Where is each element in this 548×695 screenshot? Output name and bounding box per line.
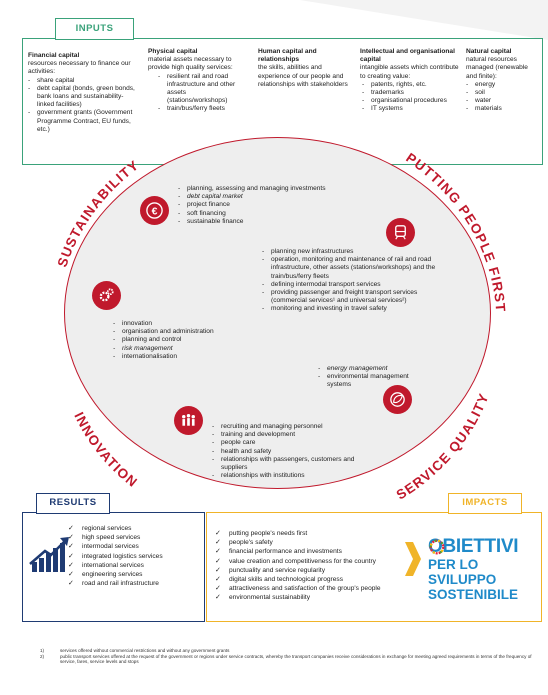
list-item: ✓ digital skills and technological progress — [215, 575, 411, 584]
list-item: - people care — [212, 439, 376, 447]
list-item: - government grants (Government Programme Contract, EU funds, etc.) — [28, 109, 136, 134]
column-title: Human capital and relationships — [258, 48, 317, 64]
list-item: - energy management — [318, 365, 428, 373]
finance-activities — [178, 185, 368, 226]
environment-activities — [318, 365, 428, 390]
innovation-activities — [113, 320, 263, 361]
list-item: - defining intermodal transport services — [262, 281, 440, 289]
list-item: - relationships with institutions — [212, 472, 376, 480]
list-item: - materials — [466, 105, 540, 113]
infrastructure-activities — [262, 248, 440, 314]
column-desc: intangible assets which contribute to creating value: — [360, 64, 459, 80]
sdg-logo — [428, 537, 540, 602]
footnote-2 — [40, 654, 540, 665]
column-desc: the skills, abilities and experience of our people and relationships with stakeholders — [258, 64, 348, 88]
impacts-list — [215, 529, 411, 603]
footnotes — [40, 648, 540, 665]
list-item: ✓ high speed services — [68, 533, 198, 542]
list-item: - environmental management systems — [318, 373, 428, 389]
list-item: - planning new infrastructures — [262, 248, 440, 256]
list-item: ✓ road and rail infrastructure — [68, 579, 198, 588]
innovation-arc-label: INNOVATION — [71, 409, 141, 491]
putting-people-first-arc-label: PUTTING PEOPLE FIRST — [403, 150, 509, 314]
list-item: - planning and control — [113, 336, 263, 344]
list-item: - innovation — [113, 320, 263, 328]
list-item: - IT systems — [362, 105, 460, 113]
people-icon — [174, 406, 203, 435]
list-item: - health and safety — [212, 448, 376, 456]
footnote-number: 2) — [40, 653, 45, 659]
column-desc: resources necessary to finance our activities: — [28, 60, 131, 76]
results-list — [68, 524, 198, 588]
train-icon — [386, 218, 415, 247]
footnote-number: 1) — [40, 648, 45, 653]
list-item: - recruiting and managing personnel — [212, 423, 376, 431]
list-item: - monitoring and investing in travel safety — [262, 305, 440, 313]
list-item: - debt capital (bonds, green bonds, bank loans and sustainability-linked facilities) — [28, 85, 136, 110]
list-item: - soft financing — [178, 210, 368, 218]
list-item: - soil — [466, 89, 540, 97]
footnote-text: services offered without commercial restrictions and without any government grants — [60, 648, 230, 653]
list-item: - risk management — [113, 345, 263, 353]
list-item: ✓ international services — [68, 561, 198, 570]
column-desc: natural resources managed (renewable and finite): — [466, 56, 528, 80]
impacts-tab: IMPACTS — [448, 493, 522, 514]
list-item: - operation, monitoring and maintenance of rail and road infrastructure, other assets (stations/workshops) and the train/bus/ferry fleets — [262, 256, 440, 281]
sdg-line-3: SOSTENIBILE — [428, 587, 519, 602]
list-item: ✓ intermodal services — [68, 542, 198, 551]
column-title: Financial capital — [28, 52, 80, 59]
list-item: - planning, assessing and managing investments — [178, 185, 368, 193]
list-item: - internationalisation — [113, 353, 263, 361]
list-item: - sustainable finance — [178, 218, 368, 226]
list-item: - project finance — [178, 201, 368, 209]
list-item: ✓ people's safety — [215, 538, 411, 547]
chevron-right-icon — [404, 541, 422, 577]
column-title: Physical capital — [148, 48, 198, 55]
list-item: - relationships with passengers, customers and suppliers — [212, 456, 376, 472]
list-item: - trademarks — [362, 89, 460, 97]
list-item: ✓ environmental sustainability — [215, 593, 411, 602]
svg-text:€: € — [151, 206, 158, 218]
people-activities — [212, 423, 376, 480]
column-title: Intellectual and organisational capital — [360, 48, 455, 64]
list-item: ✓ value creation and competitiveness for the country — [215, 557, 411, 566]
list-item: ✓ integrated logistics services — [68, 552, 198, 561]
list-item: ✓ regional services — [68, 524, 198, 533]
growth-chart-icon — [29, 536, 71, 574]
list-item: - training and development — [212, 431, 376, 439]
list-item: ✓ engineering services — [68, 570, 198, 579]
results-tab: RESULTS — [36, 493, 110, 514]
list-item: - debt capital market — [178, 193, 368, 201]
list-item: - energy — [466, 81, 540, 89]
list-item: - providing passenger and freight transport services (commercial services¹ and universal services²) — [262, 289, 440, 305]
sustainability-arc-label: SUSTAINABILITY — [54, 157, 142, 269]
euro-icon — [140, 196, 169, 225]
inputs-tab: INPUTS — [55, 18, 134, 40]
list-item: - organisational procedures — [362, 97, 460, 105]
list-item: - water — [466, 97, 540, 105]
sdg-line-1: OBIETTIVI — [428, 536, 519, 557]
list-item: - train/bus/ferry fleets — [158, 105, 244, 113]
list-item: - patents, rights, etc. — [362, 81, 460, 89]
service-quality-arc-label: SERVICE QUALITY — [393, 390, 492, 503]
column-title: Natural capital — [466, 48, 512, 55]
sdg-wheel-icon — [428, 538, 446, 556]
list-item: ✓ attractiveness and satisfaction of the group's people — [215, 584, 411, 593]
list-item: - resilient rail and road infrastructure and other assets (stations/workshops) — [158, 73, 244, 106]
list-item: ✓ financial performance and investments — [215, 547, 411, 556]
column-desc: material assets necessary to provide high quality services: — [148, 56, 233, 72]
sdg-line-2: PER LO SVILUPPO — [428, 557, 497, 587]
list-item: ✓ putting people's needs first — [215, 529, 411, 538]
footnote-text: public transport services offered at the request of the government or regions under service contracts, whereby the transport companies receive considerations in exchange for meeting agreed requirements in terms of the frequency of service, fares, service levels and stops — [60, 653, 532, 665]
list-item: ✓ punctuality and service regularity — [215, 566, 411, 575]
list-item: - share capital — [28, 77, 136, 85]
gears-icon — [92, 281, 121, 310]
list-item: - organisation and administration — [113, 328, 263, 336]
